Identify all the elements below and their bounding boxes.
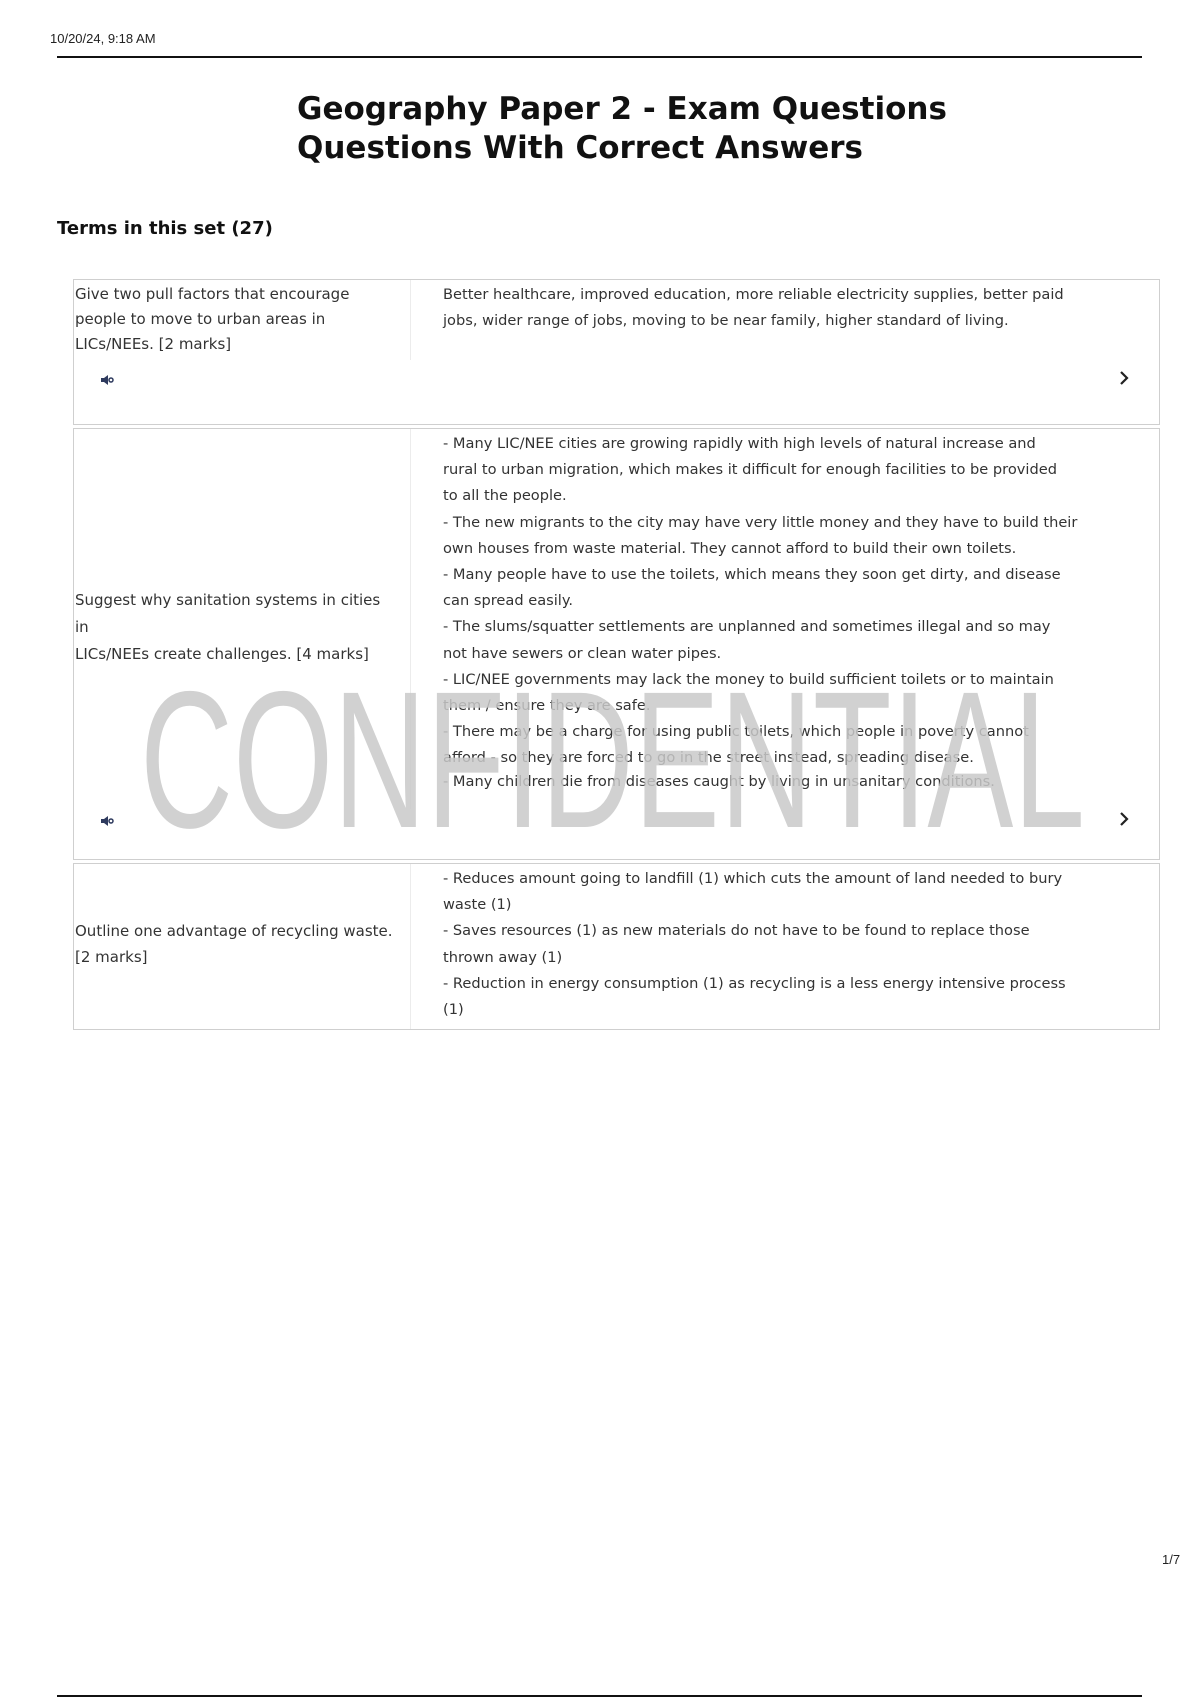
flashcard-row (73, 279, 1160, 425)
definition-line: jobs, wider range of jobs, moving to be near family, higher standard of living. (443, 312, 1009, 330)
term-text (75, 918, 393, 970)
term-line: LICs/NEEs create challenges. [4 marks] (75, 645, 369, 663)
definition-line: Better healthcare, improved education, more reliable electricity supplies, better paid (443, 286, 1064, 303)
definition-line: afford - so they are forced to go in the street instead, spreading disease. (443, 749, 974, 767)
chevron-right-icon[interactable] (1117, 809, 1131, 829)
definition-text (443, 431, 1083, 792)
definition-line: - Many people have to use the toilets, which means they soon get dirty, and disease (443, 566, 1061, 584)
definition-line: - Saves resources (1) as new materials do not have to be found to replace those (443, 922, 1030, 940)
definition-line: - Reduction in energy consumption (1) as recycling is a less energy intensive process (443, 974, 1066, 992)
watermark-text: CONFIDENTIAL (140, 652, 1085, 842)
term-line: LICs/NEEs. [2 marks] (75, 335, 232, 353)
term-line: Outline one advantage of recycling waste. (75, 922, 393, 940)
print-timestamp: 10/20/24, 9:18 AM (50, 31, 156, 46)
header-rule (57, 56, 1142, 58)
definition-line: to all the people. (443, 487, 567, 505)
document-title: Geography Paper 2 - Exam Questions Questions With Correct Answers (297, 91, 947, 166)
term-line: [2 marks] (75, 948, 148, 966)
flashcard-table (73, 279, 1160, 1033)
term-line: people to move to urban areas in (75, 310, 326, 328)
definition-line: - LIC/NEE governments may lack the money to build sufficient toilets or to maintain (443, 670, 1054, 688)
speaker-icon[interactable] (100, 814, 114, 828)
definition-line: - The slums/squatter settlements are unplanned and sometimes illegal and so may (443, 618, 1051, 636)
definition-line: can spread easily. (443, 592, 574, 610)
definition-line: - The new migrants to the city may have very little money and they have to build their (443, 513, 1078, 531)
definition-line: waste (1) (443, 896, 512, 914)
chevron-right-icon[interactable] (1117, 368, 1131, 388)
footer-rule (57, 1695, 1142, 1697)
term-line: Give two pull factors that encourage (75, 285, 350, 303)
column-divider (410, 429, 411, 809)
column-divider (410, 280, 411, 360)
definition-line: own houses from waste material. They cannot afford to build their own toilets. (443, 539, 1017, 557)
definition-text (443, 282, 1083, 334)
definition-line: thrown away (1) (443, 948, 563, 966)
speaker-icon[interactable] (100, 373, 114, 387)
page-number: 1/7 (1162, 1552, 1181, 1567)
term-text (75, 587, 393, 668)
definition-line: - Many children die from diseases caught by living in unsanitary conditions. (443, 772, 995, 790)
definition-line: not have sewers or clean water pipes. (443, 644, 722, 662)
flashcard-row (73, 863, 1160, 1030)
definition-line: rural to urban migration, which makes it difficult for enough facilities to be provided (443, 461, 1057, 479)
column-divider (410, 864, 411, 1029)
term-text (75, 282, 393, 357)
terms-count-heading: Terms in this set (27) (57, 218, 273, 239)
definition-line: - There may be a charge for using public toilets, which people in poverty cannot (443, 723, 1029, 741)
definition-line: - Many LIC/NEE cities are growing rapidly with high levels of natural increase and (443, 435, 1036, 452)
definition-line: (1) (443, 1001, 464, 1019)
flashcard-row (73, 428, 1160, 860)
definition-line: - Reduces amount going to landfill (1) which cuts the amount of land needed to bury (443, 870, 1063, 887)
term-line: Suggest why sanitation systems in cities in (75, 591, 381, 636)
definition-line: them / ensure they are safe. (443, 697, 651, 715)
definition-text (443, 866, 1083, 1023)
